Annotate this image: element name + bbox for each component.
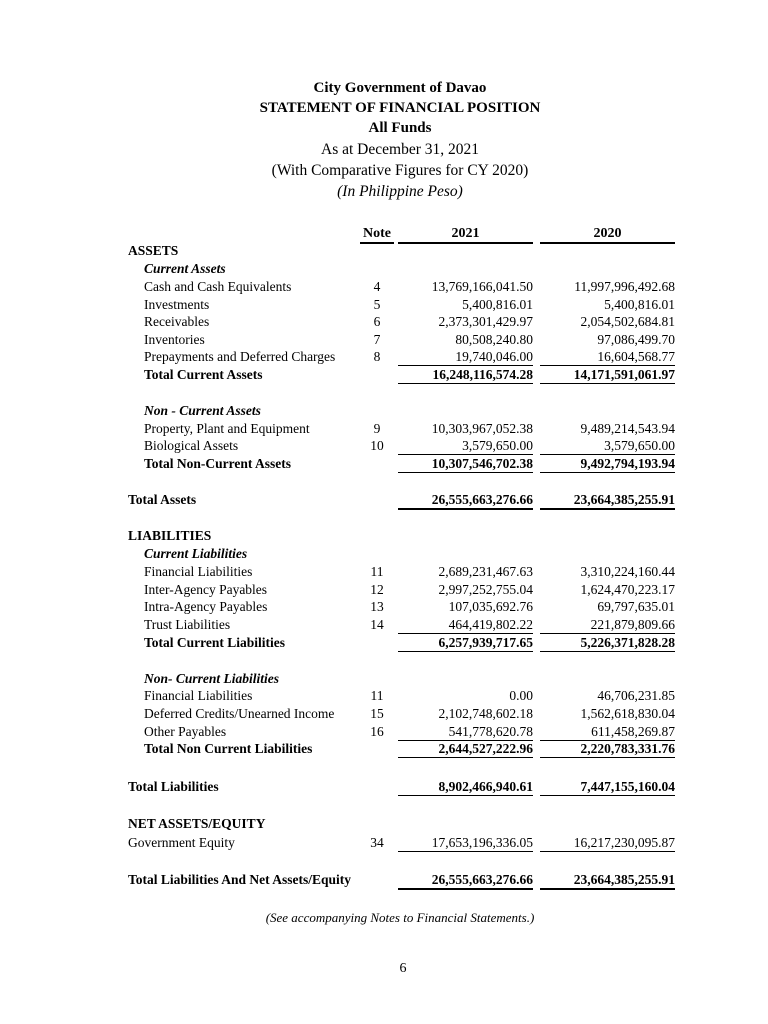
line-label: Inter-Agency Payables bbox=[144, 582, 268, 597]
line-label: Financial Liabilities bbox=[144, 688, 253, 703]
note-ref: 7 bbox=[373, 332, 381, 347]
value-2020: 2,054,502,684.81 bbox=[580, 314, 675, 329]
funds-label: All Funds bbox=[368, 120, 432, 136]
value-2020: 23,664,385,255.91 bbox=[540, 872, 675, 890]
noncurrent-assets-heading bbox=[0, 403, 768, 421]
value-2020: 611,458,269.87 bbox=[540, 724, 675, 741]
line-label: Total Liabilities bbox=[128, 779, 219, 794]
note-ref: 11 bbox=[370, 688, 384, 703]
line-label: ASSETS bbox=[128, 243, 179, 258]
value-2021: 3,579,650.00 bbox=[398, 438, 533, 455]
year-2021-column-header: 2021 bbox=[398, 226, 533, 244]
line-label: Total Non-Current Assets bbox=[144, 456, 292, 471]
line-label: Total Liabilities And Net Assets/Equity bbox=[128, 872, 352, 887]
note-ref: 12 bbox=[370, 582, 384, 597]
line-item bbox=[0, 297, 768, 315]
value-2021: 2,689,231,467.63 bbox=[438, 564, 533, 579]
line-item bbox=[0, 706, 768, 724]
line-label: Non- Current Liabilities bbox=[144, 671, 280, 686]
currency-note: (In Philippine Peso) bbox=[337, 183, 463, 200]
note-ref: 34 bbox=[370, 835, 384, 850]
value-2021: 17,653,196,336.05 bbox=[398, 835, 533, 852]
line-item bbox=[0, 617, 768, 635]
note-ref: 15 bbox=[370, 706, 384, 721]
total-noncurrent-assets-row bbox=[0, 456, 768, 474]
value-2020: 16,217,230,095.87 bbox=[540, 835, 675, 852]
value-2021: 0.00 bbox=[509, 688, 533, 703]
line-label: Biological Assets bbox=[144, 438, 239, 453]
line-label: NET ASSETS/EQUITY bbox=[128, 816, 266, 831]
statement-date: As at December 31, 2021 bbox=[321, 141, 479, 158]
line-label: Government Equity bbox=[128, 835, 235, 850]
line-item bbox=[0, 314, 768, 332]
note-ref: 5 bbox=[373, 297, 381, 312]
line-label: Non - Current Assets bbox=[144, 403, 261, 418]
liabilities-heading bbox=[0, 528, 768, 546]
noncurrent-liabilities-heading bbox=[0, 671, 768, 689]
value-2021: 13,769,166,041.50 bbox=[431, 279, 533, 294]
line-label: Prepayments and Deferred Charges bbox=[144, 349, 336, 364]
value-2021: 2,997,252,755.04 bbox=[438, 582, 533, 597]
note-ref: 16 bbox=[370, 724, 384, 739]
line-label: Inventories bbox=[144, 332, 205, 347]
statement-title: STATEMENT OF FINANCIAL POSITION bbox=[259, 100, 541, 116]
value-2021: 541,778,620.78 bbox=[398, 724, 533, 741]
value-2021: 10,303,967,052.38 bbox=[431, 421, 533, 436]
line-label: Total Assets bbox=[128, 492, 197, 507]
line-item bbox=[0, 564, 768, 582]
line-label: Current Assets bbox=[144, 261, 226, 276]
page-number: 6 bbox=[399, 961, 407, 976]
total-liabilities-row bbox=[0, 779, 768, 797]
value-2020: 221,879,809.66 bbox=[540, 617, 675, 634]
value-2020: 69,797,635.01 bbox=[597, 599, 675, 614]
comparative-note: (With Comparative Figures for CY 2020) bbox=[271, 162, 529, 179]
value-2020: 3,579,650.00 bbox=[540, 438, 675, 455]
total-noncurrent-liabilities-row bbox=[0, 741, 768, 759]
line-label: Intra-Agency Payables bbox=[144, 599, 268, 614]
value-2020: 1,624,470,223.17 bbox=[580, 582, 675, 597]
value-2020: 2,220,783,331.76 bbox=[540, 741, 675, 758]
line-label: Current Liabilities bbox=[144, 546, 248, 561]
value-2020: 1,562,618,830.04 bbox=[580, 706, 675, 721]
value-2020: 23,664,385,255.91 bbox=[540, 492, 675, 510]
value-2020: 9,489,214,543.94 bbox=[580, 421, 675, 436]
value-2020: 7,447,155,160.04 bbox=[540, 779, 675, 796]
line-label: Total Non Current Liabilities bbox=[144, 741, 313, 756]
note-ref: 13 bbox=[370, 599, 384, 614]
line-item bbox=[0, 582, 768, 600]
entity-name: City Government of Davao bbox=[313, 80, 487, 96]
value-2021: 19,740,046.00 bbox=[398, 349, 533, 366]
line-item bbox=[0, 279, 768, 297]
line-item bbox=[0, 438, 768, 456]
line-item bbox=[0, 349, 768, 367]
line-item bbox=[0, 724, 768, 742]
line-label: Cash and Cash Equivalents bbox=[144, 279, 292, 294]
line-label: Other Payables bbox=[144, 724, 227, 739]
note-ref: 14 bbox=[370, 617, 384, 632]
total-current-liabilities-row bbox=[0, 635, 768, 653]
total-liabilities-equity-row bbox=[0, 872, 768, 890]
note-ref: 6 bbox=[373, 314, 381, 329]
line-item bbox=[0, 835, 768, 853]
note-column-header: Note bbox=[360, 226, 394, 244]
value-2020: 5,400,816.01 bbox=[604, 297, 675, 312]
value-2021: 107,035,692.76 bbox=[448, 599, 533, 614]
line-label: Financial Liabilities bbox=[144, 564, 253, 579]
note-ref: 9 bbox=[373, 421, 381, 436]
total-current-assets-row bbox=[0, 367, 768, 385]
year-2020-column-header: 2020 bbox=[540, 226, 675, 244]
line-label: LIABILITIES bbox=[128, 528, 212, 543]
value-2021: 5,400,816.01 bbox=[462, 297, 533, 312]
value-2021: 80,508,240.80 bbox=[455, 332, 533, 347]
note-ref: 4 bbox=[373, 279, 381, 294]
line-item bbox=[0, 332, 768, 350]
assets-heading bbox=[0, 243, 768, 261]
value-2021: 10,307,546,702.38 bbox=[398, 456, 533, 473]
line-label: Total Current Assets bbox=[144, 367, 263, 382]
value-2020: 11,997,996,492.68 bbox=[574, 279, 675, 294]
footnote: (See accompanying Notes to Financial Statements.) bbox=[265, 910, 535, 925]
value-2021: 2,373,301,429.97 bbox=[438, 314, 533, 329]
current-liabilities-heading bbox=[0, 546, 768, 564]
value-2020: 9,492,794,193.94 bbox=[540, 456, 675, 473]
value-2020: 3,310,224,160.44 bbox=[580, 564, 675, 579]
value-2021: 16,248,116,574.28 bbox=[398, 367, 533, 384]
current-assets-heading bbox=[0, 261, 768, 279]
line-label: Investments bbox=[144, 297, 210, 312]
value-2020: 5,226,371,828.28 bbox=[540, 635, 675, 652]
line-item bbox=[0, 599, 768, 617]
note-ref: 11 bbox=[370, 564, 384, 579]
value-2021: 26,555,663,276.66 bbox=[398, 492, 533, 510]
line-label: Receivables bbox=[144, 314, 210, 329]
line-label: Deferred Credits/Unearned Income bbox=[144, 706, 335, 721]
value-2021: 464,419,802.22 bbox=[398, 617, 533, 634]
note-ref: 10 bbox=[370, 438, 384, 453]
line-item bbox=[0, 421, 768, 439]
note-ref: 8 bbox=[373, 349, 381, 364]
value-2020: 14,171,591,061.97 bbox=[540, 367, 675, 384]
line-label: Trust Liabilities bbox=[144, 617, 231, 632]
value-2021: 2,644,527,222.96 bbox=[398, 741, 533, 758]
value-2021: 2,102,748,602.18 bbox=[438, 706, 533, 721]
line-item bbox=[0, 688, 768, 706]
value-2021: 8,902,466,940.61 bbox=[398, 779, 533, 796]
total-assets-row bbox=[0, 492, 768, 510]
value-2020: 46,706,231.85 bbox=[597, 688, 675, 703]
value-2021: 26,555,663,276.66 bbox=[398, 872, 533, 890]
value-2021: 6,257,939,717.65 bbox=[398, 635, 533, 652]
equity-heading bbox=[0, 816, 768, 834]
line-label: Property, Plant and Equipment bbox=[144, 421, 310, 436]
value-2020: 16,604,568.77 bbox=[540, 349, 675, 366]
line-label: Total Current Liabilities bbox=[144, 635, 286, 650]
value-2020: 97,086,499.70 bbox=[597, 332, 675, 347]
